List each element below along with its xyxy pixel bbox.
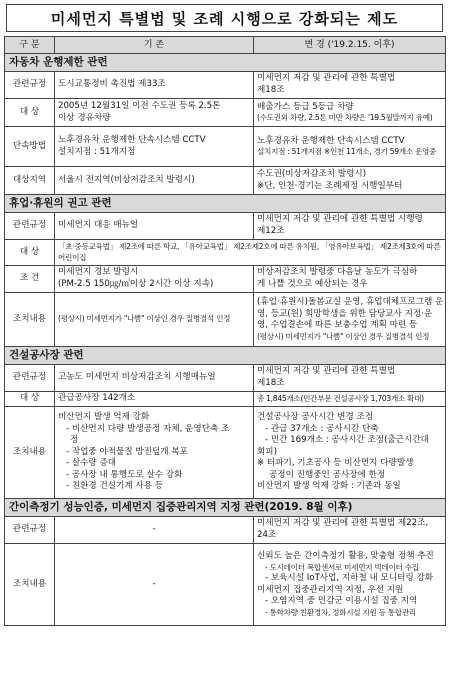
- table-row: [5, 266, 446, 293]
- row-label: 대상지역: [5, 167, 55, 195]
- cell-existing: 도시교통정비 촉진법 제33조: [55, 72, 254, 99]
- cell-changed: 비상저감조치 발령중 다음날 농도가 극심하 게 나쁠 것으로 예상되는 경우: [254, 266, 446, 293]
- cell-existing: (평상시) 미세먼지가 "나쁨" 이상인 경우 질병결석 인정: [55, 293, 254, 347]
- table-row: [5, 240, 446, 266]
- cell-changed: 수도권(비상저감조치 발령시) ※단, 인천·경기는 조례제정 시행일부터: [254, 167, 446, 195]
- cell-changed: 총 1,845개소(민간부문 건설공사장 1,703개소 확대): [254, 392, 446, 407]
- cell-existing: 서울시 전지역(비상저감조치 발령시): [55, 167, 254, 195]
- table-row: [5, 72, 446, 99]
- row-label: 조치내용: [5, 407, 55, 499]
- policy-table: [4, 36, 446, 626]
- row-label: 조 건: [5, 266, 55, 293]
- header-category: 구 분: [5, 37, 55, 54]
- cell-existing: 미세먼지 대응 매뉴얼: [55, 213, 254, 240]
- row-label: 조치내용: [5, 293, 55, 347]
- header-existing: 기 존: [55, 37, 254, 54]
- cell-existing: 2005년 12월31일 이전 수도권 등록 2.5톤 이상 경유차량: [55, 99, 254, 127]
- cell-existing: 미세먼지 경보 발령시 (PM-2.5 150㎍/㎥이상 2시간 이상 지속): [55, 266, 254, 293]
- cell-existing: -: [55, 517, 254, 544]
- cell-existing: 비산먼지 발생 억제 강화 - 비산먼지 다량 발생공정 자체, 운영단축 조 정 - 작업중 야적물질 방진덮개 복포 - 살수량 증대 - 공사장 내 통행도로 살수 강화 - 친환경 건설기계 사용 등: [55, 407, 254, 499]
- section-title: 휴업·휴원의 권고 관련: [5, 195, 446, 213]
- cell-changed: 배출가스 등급 5등급 차량 (수도권외 차량, 2.5톤 미만 차량은 '19.5월말까지 유예): [254, 99, 446, 127]
- cell-changed: 미세먼지 저감 및 관리에 관한 특별법 제18조: [254, 365, 446, 392]
- section-title: 간이측정기 성능인증, 미세먼지 집중관리지역 지정 관련(2019. 8월 이후): [5, 499, 446, 517]
- table-row: [5, 293, 446, 347]
- cell-changed: 미세먼지 저감 및 관리에 관한 특별법 제22조, 24조: [254, 517, 446, 544]
- row-label: 대 상: [5, 240, 55, 266]
- row-label: 관련규정: [5, 72, 55, 99]
- cell-changed: (휴업·휴원시)돌봄교실 운영, 휴업대체프로그램 운 영, 등교(원) 희망학생을 위한 담당교사 지정·운 영, 수업결손에 따른 보충수업 계획 마련 등 (평상시) 미세먼지가 "나쁨" 이상인 경우 질병결석 인정: [254, 293, 446, 347]
- table-row: [5, 392, 446, 407]
- table-row: [5, 544, 446, 626]
- table-row: [5, 213, 446, 240]
- table-row: [5, 517, 446, 544]
- row-label: 대 상: [5, 392, 55, 407]
- table-row: [5, 167, 446, 195]
- section-title: 자동차 운행제한 관련: [5, 54, 446, 72]
- cell-changed: 노후경유차 운행제한 단속시스템 CCTV 설치지점 : 51개지점 ※인천 11개소, 경기 59개소 운영중: [254, 127, 446, 167]
- cell-changed: 건설공사장 공사시간 변경 조정 - 관급 37개소 : 공사시간 단축 - 민간 169개소 : 공사시간 조정(출근시간대 회피) ※ 터파기, 기초공사 등 비산먼지 다량발생 공정이 진행중인 공사장에 한정 비산먼지 발생 억제 강화 : 기존과 동일: [254, 407, 446, 499]
- cell-existing: 고농도 미세먼지 비상저감조치 시행매뉴얼: [55, 365, 254, 392]
- table-header-row: [5, 37, 446, 54]
- cell-existing: -: [55, 544, 254, 626]
- row-label: 관련규정: [5, 365, 55, 392]
- cell-changed: 미세먼지 저감 및 관리에 관한 특별법 시행령 제12조: [254, 213, 446, 240]
- row-label: 관련규정: [5, 517, 55, 544]
- row-label: 단속방법: [5, 127, 55, 167]
- row-label: 대 상: [5, 99, 55, 127]
- row-label: 조치내용: [5, 544, 55, 626]
- document-title: 미세먼지 특별법 및 조례 시행으로 강화되는 제도: [6, 4, 443, 32]
- table-row: [5, 99, 446, 127]
- section-title: 건설공사장 관련: [5, 347, 446, 365]
- cell-merged: 「초·중등교육법」 제2조에 따른 학교, 「유아교육법」 제2조제2호에 따른 유치원, 「영유아보육법」 제2조제3호에 따른 어린이집: [55, 240, 446, 266]
- header-changed: 변 경 ('19.2.15. 이후): [254, 37, 446, 54]
- cell-changed: 신뢰도 높은 간이측정기 활용, 맞춤형 정책 추진 - 도시데이터 복합센서로 미세먼지 빅데이터 수집 - 보육시설 IoT사업, 지하철 내 모니터링 강화 미세먼지 집중관리지역 지정, 우선 지원 - 오염지역 중 민감군 이용시설 집중 지역 - 통학차량 친환경차, 정화시설 지원 등 통합관리: [254, 544, 446, 626]
- row-label: 관련규정: [5, 213, 55, 240]
- table-row: [5, 127, 446, 167]
- cell-existing: 노후경유차 운행제한 단속시스템 CCTV 설치지점 : 51개지점: [55, 127, 254, 167]
- table-row: [5, 365, 446, 392]
- cell-existing: 관급공사장 142개소: [55, 392, 254, 407]
- cell-changed: 미세먼지 저감 및 관리에 관한 특별법 제18조: [254, 72, 446, 99]
- table-row: [5, 407, 446, 499]
